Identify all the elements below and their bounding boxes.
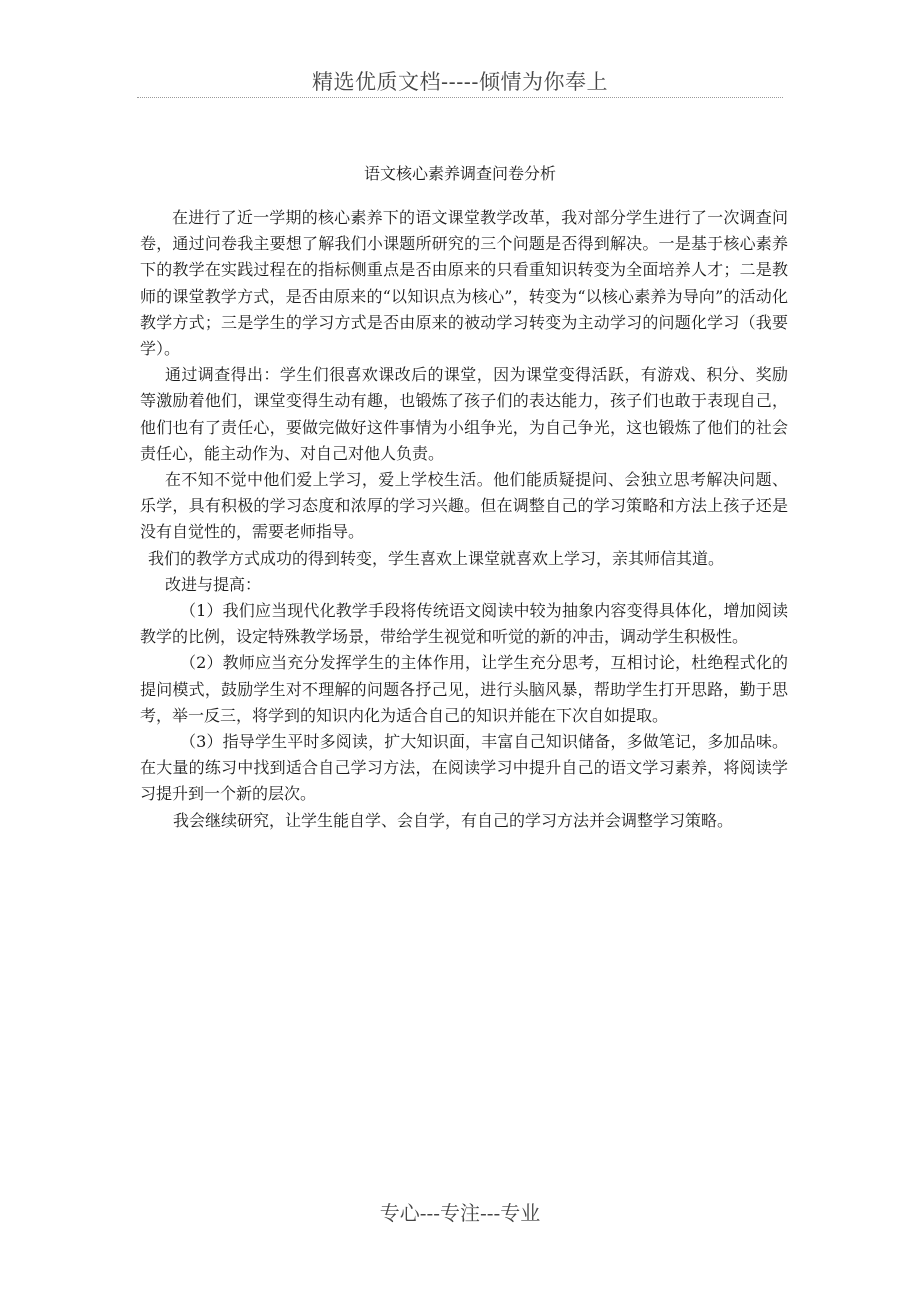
improvement-item-3: （3）指导学生平时多阅读，扩大知识面，丰富自己知识储备，多做笔记，多加品味。在大量的练习中找到适合自己学习方法，在阅读学习中提升自己的语文学习素养，将阅读学习提升到一个新的层次。 xyxy=(140,732,788,804)
paragraph-intro: 在进行了近一学期的核心素养下的语文课堂教学改革，我对部分学生进行了一次调查问卷，通过问卷我主要想了解我们小课题所研究的三个问题是否得到解决。一是基于核心素养下的教学在实践过程在的指标侧重点是否由原来的只看重知识转变为全面培养人才；二是教师的课堂教学方式，是否由原来的“以知识点为核心”，转变为“以核心素养为导向”的活动化教学方式；三是学生的学习方式是否由原来的被动学习转变为主动学习的问题化学习（我要学）。 xyxy=(140,208,788,359)
header-divider xyxy=(137,97,783,98)
section-heading-improvement: 改进与提高： xyxy=(165,574,262,594)
paragraph-conclusion: 我会继续研究，让学生能自学、会自学，有自己的学习方法并会调整学习策略。 xyxy=(173,810,734,830)
document-title: 语文核心素养调查问卷分析 xyxy=(363,164,556,183)
page-header: 精选优质文档-----倾情为你奉上 xyxy=(312,70,608,94)
document-body xyxy=(140,205,788,834)
improvement-item-1: （1）我们应当现代化教学手段将传统语文阅读中较为抽象内容变得具体化，增加阅读教学的比例，设定特殊教学场景，带给学生视觉和听觉的新的冲击，调动学生积极性。 xyxy=(140,601,788,647)
improvement-item-2: （2）教师应当充分发挥学生的主体作用，让学生充分思考，互相讨论，杜绝程式化的提问模式，鼓励学生对不理解的问题各抒己见，进行头脑风暴，帮助学生打开思路，勤于思考，举一反三，将学到的知识内化为适合自己的知识并能在下次自如提取。 xyxy=(140,653,788,725)
paragraph-teaching-change: 我们的教学方式成功的得到转变，学生喜欢上课堂就喜欢上学习，亲其师信其道。 xyxy=(148,548,725,568)
paragraph-learning-attitude: 在不知不觉中他们爱上学习，爱上学校生活。他们能质疑提问、会独立思考解决问题、乐学，具有积极的学习态度和浓厚的学习兴趣。但在调整自己的学习策略和方法上孩子还是没有自觉性的，需要老师指导。 xyxy=(140,470,788,542)
paragraph-findings: 通过调查得出：学生们很喜欢课改后的课堂，因为课堂变得活跃，有游戏、积分、奖励等激励着他们，课堂变得生动有趣，也锻炼了孩子们的表达能力，孩子们也敢于表现自己，他们也有了责任心，要做完做好这件事情为小组争光，为自己争光，这也锻炼了他们的社会责任心，能主动作为、对自己对他人负责。 xyxy=(140,365,788,463)
page-footer: 专心---专注---专业 xyxy=(379,1201,541,1225)
